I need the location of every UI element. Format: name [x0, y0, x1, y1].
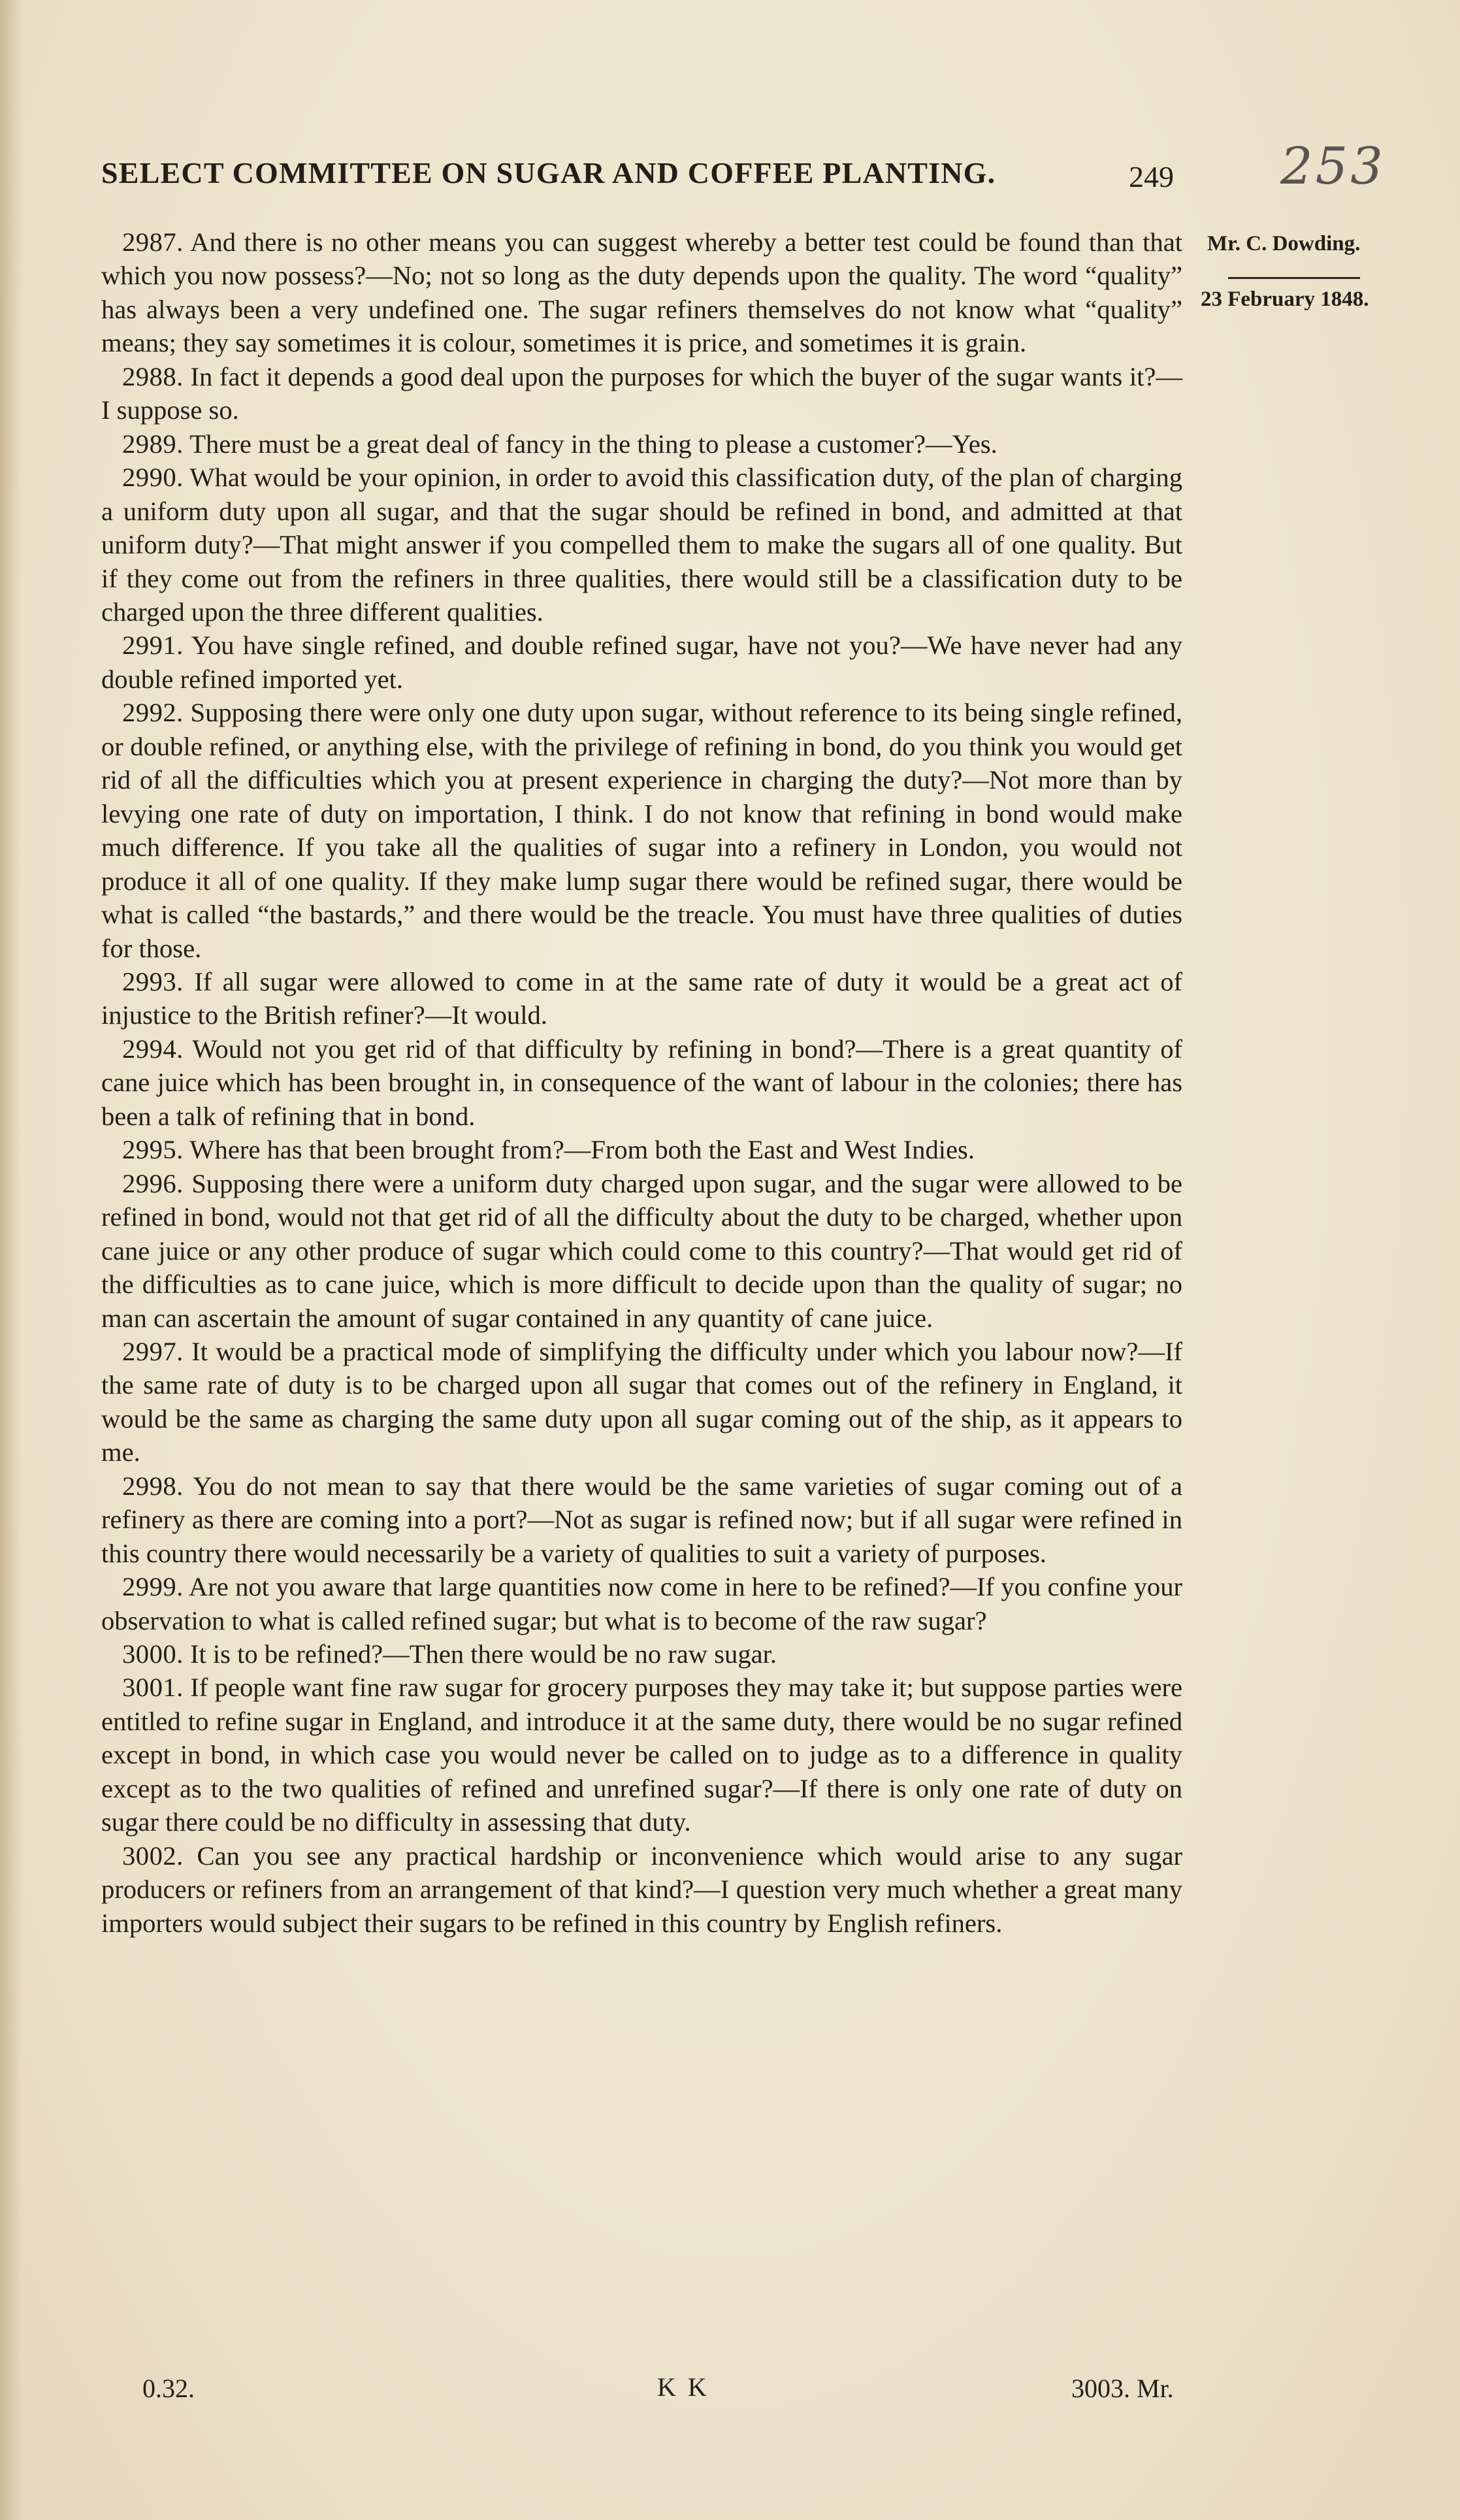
minutes-of-evidence	[101, 225, 1182, 1940]
question-number: 2987.	[122, 227, 184, 257]
question-paragraph	[101, 1469, 1182, 1570]
question-paragraph	[101, 461, 1182, 629]
handwritten-folio-number: 253	[1280, 137, 1386, 196]
question-text: Supposing there were only one duty upon sugar, without reference to its being single refined, or double refined, or anything else, with the privilege of refining in bond, do you think you would get rid of all the difficulties which you at present experience in charging the duty?—Not more than by levying one rate of duty on importation, I think. I do not know that refining in bond would make much difference. If you take all the qualities of sugar into a refinery in London, you would not produce it all of one quality. If they make lump sugar there would be refined sugar, there would be what is called “the bastards,” and there would be the treacle. You must have three qualities of duties for those.	[101, 698, 1182, 963]
question-text: There must be a great deal of fancy in the thing to please a customer?—Yes.	[189, 429, 998, 459]
question-paragraph	[101, 1032, 1182, 1133]
question-text: It is to be refined?—Then there would be no raw sugar.	[189, 1639, 777, 1669]
question-number: 2998.	[122, 1471, 184, 1501]
question-paragraph	[101, 1671, 1182, 1839]
question-number: 2996.	[122, 1168, 184, 1198]
question-text: Can you see any practical hardship or inconvenience which would arise to any sugar producers or refiners from an arrangement of that kind?—I question very much whether a great many importers would subject their sugars to be refined in this country by English refiners.	[101, 1841, 1182, 1938]
question-paragraph	[101, 1167, 1182, 1335]
question-number: 3000.	[122, 1639, 184, 1669]
question-text: Supposing there were a uniform duty charged upon sugar, and the sugar were allowed to be refined in bond, would not that get rid of all the difficulty about the duty to be charged, whether upon cane juice or any other produce of sugar which could come to this country?—That would get rid of the difficulties as to cane juice, which is more difficult to decide upon than the quality of sugar; no man can ascertain the amount of sugar contained in any quantity of cane juice.	[101, 1168, 1182, 1333]
question-number: 2997.	[122, 1336, 184, 1366]
question-text: In fact it depends a good deal upon the purposes for which the buyer of the sugar wants it?—I suppose so.	[101, 361, 1182, 425]
question-paragraph	[101, 629, 1182, 696]
question-text: Would not you get rid of that difficulty by refining in bond?—There is a great quantity of cane juice which has been brought in, in consequence of the want of labour in the colonies; there has been a talk of refining that in bond.	[101, 1034, 1182, 1131]
question-number: 3001.	[122, 1673, 184, 1703]
question-text: If all sugar were allowed to come in at the same rate of duty it would be a great act of injustice to the British refiner?—It would.	[101, 966, 1182, 1030]
signature-mark: K K	[657, 2372, 709, 2402]
question-paragraph	[101, 225, 1182, 360]
question-paragraph	[101, 427, 1182, 461]
margin-witness-name: Mr. C. Dowding.	[1207, 232, 1361, 255]
question-text: Where has that been brought from?—From both the East and West Indies.	[189, 1135, 975, 1165]
question-paragraph	[101, 1839, 1182, 1940]
question-number: 2999.	[122, 1572, 184, 1602]
question-text: What would be your opinion, in order to avoid this classification duty, of the plan of charging a uniform duty upon all sugar, and that the sugar should be refined in bond, and admitted at that uniform duty?—That might answer if you compelled them to make the sugars all of one quality. But if they come out from the refiners in three qualities, there would still be a classification duty to be charged upon the three different qualities.	[101, 463, 1182, 627]
question-paragraph	[101, 965, 1182, 1032]
question-paragraph	[101, 1335, 1182, 1469]
question-number: 2992.	[122, 698, 184, 728]
question-paragraph	[101, 1637, 1182, 1671]
question-text: Are not you aware that large quantities now come in here to be refined?—If you confine your observation to what is called refined sugar; but what is to become of the raw sugar?	[101, 1572, 1182, 1635]
gutter-shadow	[0, 0, 22, 2520]
margin-date: 23 February 1848.	[1201, 287, 1369, 311]
margin-rule	[1228, 277, 1360, 279]
question-number: 2988.	[122, 361, 184, 391]
running-header: SELECT COMMITTEE ON SUGAR AND COFFEE PLANTING.	[101, 156, 996, 189]
question-number: 2994.	[122, 1034, 184, 1064]
page-number: 249	[1129, 160, 1174, 193]
question-number: 2990.	[122, 463, 184, 493]
question-paragraph	[101, 360, 1182, 427]
question-number: 2989.	[122, 429, 184, 459]
question-paragraph	[101, 1570, 1182, 1637]
question-number: 2993.	[122, 966, 184, 996]
question-text: You do not mean to say that there would be the same varieties of sugar coming out of a refinery as there are coming into a port?—Not as sugar is refined now; but if all sugar were refined in this country there would necessarily be a variety of qualities to suit a variety of purposes.	[101, 1471, 1182, 1568]
question-text: And there is no other means you can suggest whereby a better test could be found than that which you now possess?—No; not so long as the duty depends upon the quality. The word “quality” has always been a very undefined one. The sugar refiners themselves do not know what “quality” means; they say sometimes it is colour, sometimes it is price, and sometimes it is grain.	[101, 227, 1182, 358]
footer-reference: 0.32.	[142, 2374, 195, 2403]
question-number: 2995.	[122, 1135, 184, 1165]
question-paragraph	[101, 1133, 1182, 1166]
question-paragraph	[101, 696, 1182, 965]
question-text: You have single refined, and double refined sugar, have not you?—We have never had any double refined imported yet.	[101, 630, 1183, 694]
question-text: It would be a practical mode of simplifying the difficulty under which you labour now?—If the same rate of duty is to be charged upon all sugar that comes out of the refinery in England, it would be the same as charging the same duty upon all sugar coming out of the ship, as it appears to me.	[101, 1336, 1182, 1467]
question-number: 3002.	[122, 1841, 184, 1871]
catchword: 3003. Mr.	[1071, 2374, 1174, 2403]
question-number: 2991.	[122, 630, 184, 661]
question-text: If people want fine raw sugar for grocery purposes they may take it; but suppose parties were entitled to refine sugar in England, and introduce it at the same duty, there would be no sugar refined except in bond, in which case you would never be called on to judge as to a difference in quality except as to the two qualities of refined and unrefined sugar?—If there is only one rate of duty on sugar there could be no difficulty in assessing that duty.	[101, 1673, 1182, 1837]
